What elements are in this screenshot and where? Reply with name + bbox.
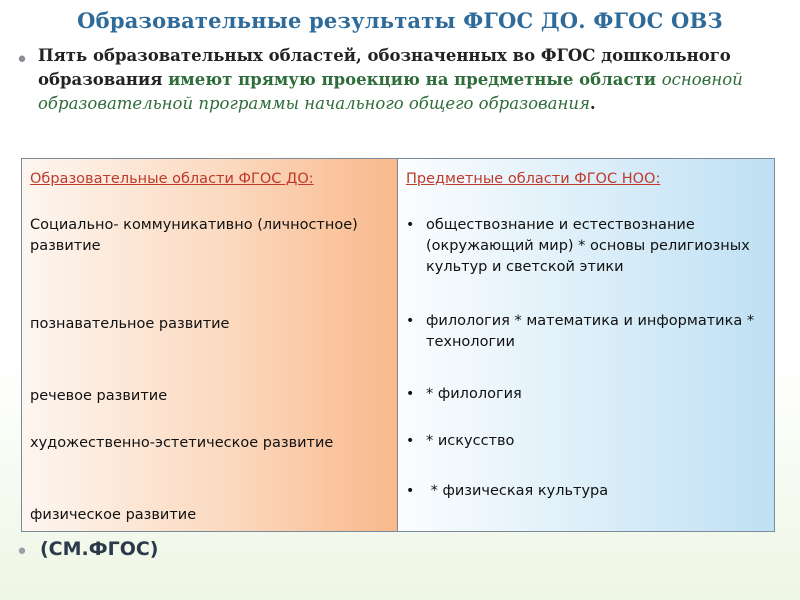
intro-paragraph [38,44,758,116]
slide-title: Образовательные результаты ФГОС ДО. ФГОС ОВЗ [77,8,723,33]
right-item-art: * искусство [426,433,515,449]
bullet-icon: • [406,217,415,233]
bullet-icon: • [406,433,415,449]
left-item-physical: физическое развитие [30,507,197,523]
left-column-header: Образовательные области ФГОС ДО: [30,171,314,187]
comparison-table [21,158,775,532]
bullet-icon: • [15,48,29,73]
right-column-header: Предметные области ФГОС НОО: [406,171,661,187]
reference-note: (СМ.ФГОС) [40,538,159,560]
right-item-philology-math: филология * математика и информатика * технологии [426,313,755,350]
intro-part-2: имеют прямую проекцию на предметные области [162,70,662,89]
bullet-icon: • [15,540,29,565]
intro-part-3: основной образовательной программы начального общего образования [38,70,743,113]
bullet-icon: • [406,483,415,499]
table-left-column [22,159,398,531]
intro-part-1: Пять образовательных областей, обозначенных во ФГОС дошкольного образования [38,46,731,89]
right-item-philology: * филология [426,386,522,402]
left-item-cognitive: познавательное развитие [30,316,230,332]
right-item-physical-culture: * физическая культура [426,483,609,499]
right-item-social-studies: обществознание и естествознание (окружающий мир) * основы религиозных культур и светской этики [426,217,750,275]
left-item-art: художественно-эстетическое развитие [30,435,334,451]
bullet-icon: • [406,313,415,329]
left-item-social: Социально- коммуникативно (личностное) развитие [30,217,358,254]
bullet-icon: • [406,386,415,402]
left-item-speech: речевое развитие [30,388,168,404]
table-right-column [398,159,774,531]
intro-part-4: . [589,94,596,113]
